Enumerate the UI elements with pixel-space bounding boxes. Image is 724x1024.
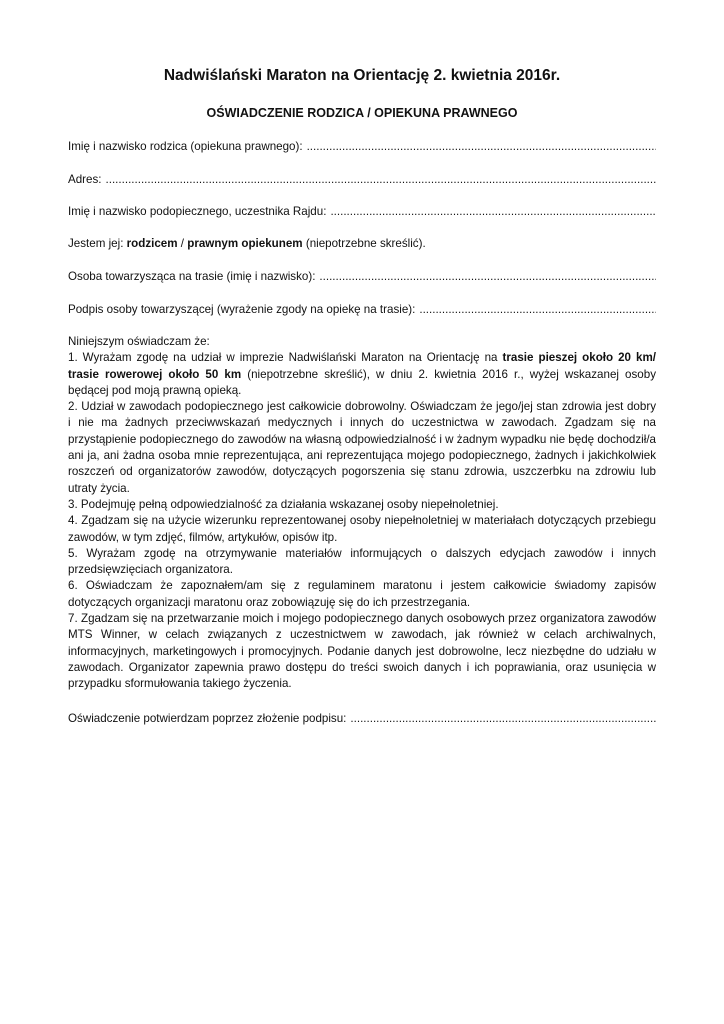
declaration-intro: Niniejszym oświadczam że: [68, 335, 210, 348]
confirm-signature-field[interactable] [68, 711, 656, 727]
document-title: Nadwiślański Maraton na Orientację 2. kwietnia 2016r. [163, 67, 561, 84]
address-label: Adres: [68, 173, 102, 186]
ward-name-dotted-line[interactable] [330, 204, 656, 220]
companion-signature-dotted-line[interactable] [419, 302, 656, 318]
declaration-body [68, 334, 656, 693]
declaration-item-5: 5. Wyrażam zgodę na otrzymywanie materiałów informujących o dalszych edycjach zawodów i innych przedsięwzięciach organizatora. [68, 546, 656, 577]
relation-separator: / [180, 237, 185, 250]
confirm-signature-label: Oświadczenie potwierdzam poprzez złożenie podpisu: [68, 712, 347, 725]
companion-label: Osoba towarzysząca na trasie (imię i nazwisko): [68, 270, 316, 283]
relation-option-guardian[interactable]: prawnym opiekunem [187, 237, 303, 250]
parent-name-dotted-line[interactable] [307, 139, 656, 155]
companion-dotted-line[interactable] [319, 269, 656, 285]
declaration-item-1: 1. Wyrażam zgodę na udział w imprezie Nadwiślański Maraton na Orientację na trasie pieszej około 20 km/ trasie rowerowej około 50 km (niepotrzebne skreślić), w dniu 2. kwietnia 2016 r., wyżej wskazanej osoby będącej pod moją prawną opieką. [68, 351, 656, 397]
companion-signature-field[interactable] [68, 302, 656, 318]
declaration-item-6: 6. Oświadczam że zapoznałem/am się z regulaminem maratonu i jestem całkowicie świadomy zapisów dotyczących organizacji maratonu oraz zobowiązuję się do ich przestrzegania. [68, 579, 656, 609]
relation-suffix: (niepotrzebne skreślić). [305, 237, 426, 250]
parent-name-label: Imię i nazwisko rodzica (opiekuna prawnego): [68, 140, 303, 153]
confirm-signature-dotted-line[interactable] [350, 711, 656, 727]
document-subtitle: OŚWIADCZENIE RODZICA / OPIEKUNA PRAWNEGO [206, 106, 518, 120]
relation-line [68, 236, 656, 252]
ward-name-field[interactable] [68, 204, 656, 220]
declaration-item-4: 4. Zgadzam się na użycie wizerunku reprezentowanej osoby niepełnoletniej w materiałach dotyczących przebiegu zawodów, w tym zdjęć, filmów, artykułów, opisów itp. [68, 514, 656, 544]
declaration-item-3: 3. Podejmuję pełną odpowiedzialność za działania wskazanej osoby niepełnoletniej. [68, 497, 499, 511]
relation-prefix: Jestem jej: [68, 237, 124, 250]
address-field[interactable] [68, 172, 656, 188]
declaration-item-2: 2. Udział w zawodach podopiecznego jest całkowicie dobrowolny. Oświadczam że jego/jej stan zdrowia jest dobry i nie ma żadnych przeciwwskazań medycznych i innych do uczestnictwa w zawodach. Zgadzam się na przystąpienie podopiecznego do zawodów na własną odpowiedzialność i w żadnym wypadku nie będę dochodził/a ani ja, ani żadna osoba mnie reprezentująca, ani reprezentująca mojego podopiecznego, żadnych i jakichkolwiek roszczeń od organizatorów zawodów, dotyczących pogorszenia się stanu zdrowia, uszczerbku na zdrowiu lub utraty życia. [68, 400, 656, 495]
declaration-item-7: 7. Zgadzam się na przetwarzanie moich i mojego podopiecznego danych osobowych przez organizatora zawodów MTS Winner, w celach związanych z uczestnictwem w zawodach, jak również w celach archiwalnych, informacyjnych, marketingowych i promocyjnych. Podanie danych jest dobrowolne, lecz niezbędne do udziału w zawodach. Organizator zapewnia prawo dostępu do treści swoich danych i ich poprawiania, oraz usunięcia w przypadku sformułowania takiego życzenia. [68, 612, 656, 691]
companion-signature-label: Podpis osoby towarzyszącej (wyrażenie zgody na opiekę na trasie): [68, 303, 416, 316]
relation-option-parent[interactable]: rodzicem [126, 237, 178, 250]
ward-name-label: Imię i nazwisko podopiecznego, uczestnika Rajdu: [68, 205, 327, 218]
address-dotted-line[interactable] [106, 172, 656, 188]
parent-name-field[interactable] [68, 139, 656, 155]
companion-field[interactable] [68, 269, 656, 285]
